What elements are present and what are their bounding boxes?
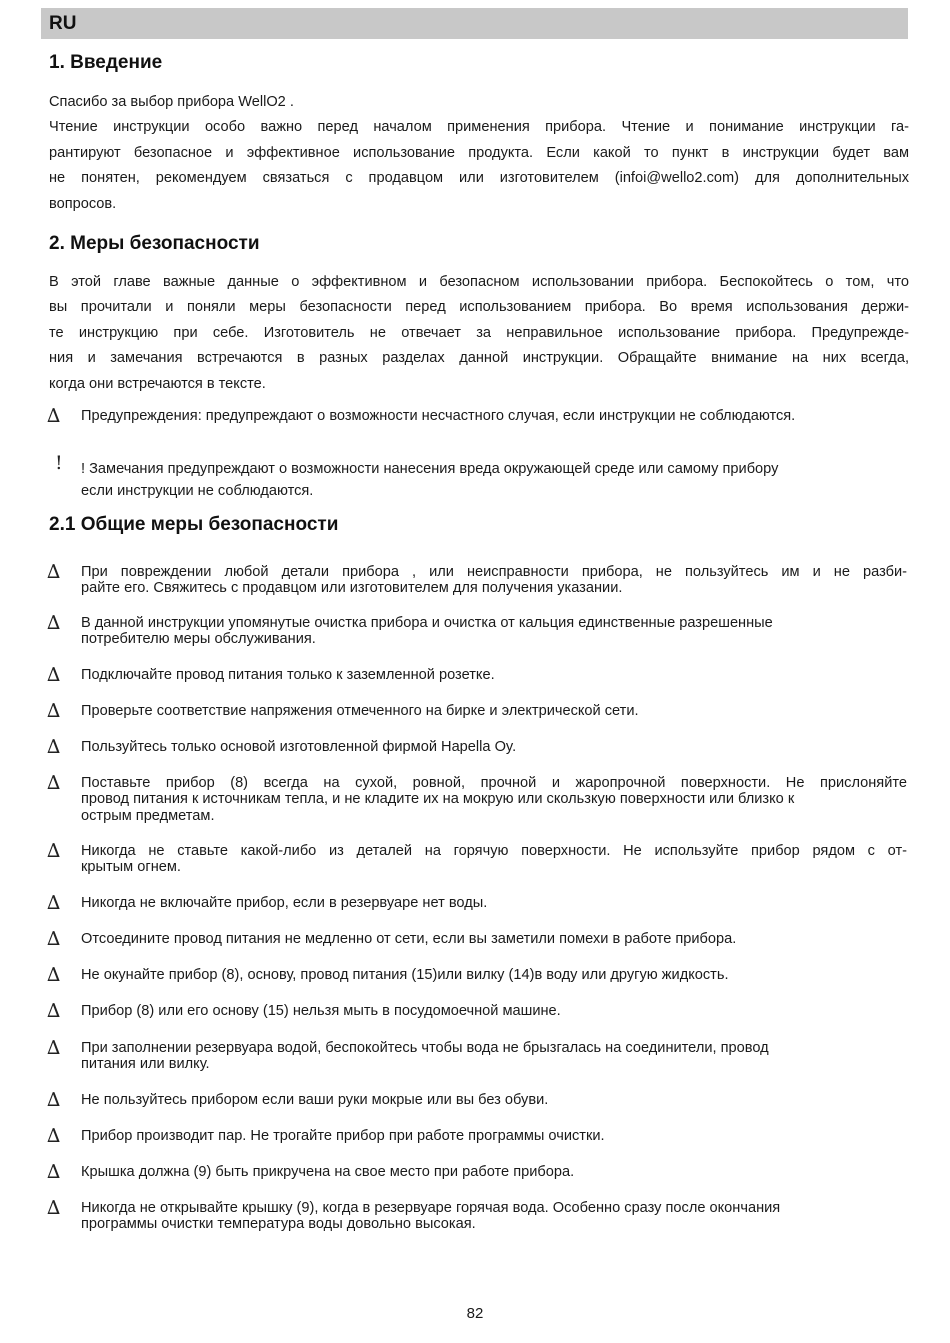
list-item-text bbox=[81, 1128, 907, 1144]
list-item-text bbox=[81, 1092, 907, 1108]
list-item-text bbox=[81, 775, 907, 824]
intro-line: Спасибо за выбор прибора WellO2 . bbox=[49, 94, 294, 110]
list-item-text bbox=[81, 667, 907, 683]
safety-line: вы прочитали и поняли меры безопасности перед использованием прибора. Во время использования держи- bbox=[49, 299, 909, 316]
list-item-line: райте его. Свяжитесь с продавцом или изготовителем для получения указании. bbox=[81, 580, 623, 597]
section-title-introduction: 1. Введение bbox=[49, 52, 163, 73]
language-header-bar bbox=[41, 8, 908, 39]
intro-line: не понятен, рекомендуем связаться с продавцом или изготовителем (infoi@wello2.com) для дополнительных bbox=[49, 170, 909, 187]
warning-triangle-icon: ∆ bbox=[47, 1161, 61, 1183]
intro-line: рантируют безопасное и эффективное использование продукта. Если какой то пункт в инструкции будет вам bbox=[49, 144, 909, 161]
list-item-line: Отсоедините провод питания не медленно от сети, если вы заметили помехи в работе прибора. bbox=[81, 931, 737, 947]
list-item-text bbox=[81, 1003, 907, 1019]
list-item-line: Прибор производит пар. Не трогайте прибор при работе программы очистки. bbox=[81, 1128, 605, 1144]
section-title-general-safety: 2.1 Общие меры безопасности bbox=[49, 514, 339, 535]
notice-line: Предупреждения: предупреждают о возможности несчастного случая, если инструкции не соблюдаются. bbox=[81, 408, 796, 424]
list-item-line: программы очистки температура воды довольно высокая. bbox=[81, 1216, 476, 1233]
list-item-line: При заполнении резервуара водой, беспокойтесь чтобы вода не брызгалась на соединители, провод bbox=[81, 1040, 769, 1056]
list-item-line: питания или вилку. bbox=[81, 1056, 210, 1073]
exclamation-icon: ! bbox=[55, 452, 63, 474]
language-code: RU bbox=[49, 13, 77, 34]
list-item-line: Подключайте провод питания только к заземленной розетке. bbox=[81, 667, 495, 683]
list-item-line: Никогда не открывайте крышку (9), когда в резервуаре горячая вода. Особенно сразу после окончания bbox=[81, 1200, 781, 1216]
warning-triangle-icon: ∆ bbox=[47, 612, 61, 634]
list-item-text bbox=[81, 1040, 907, 1073]
list-item-text bbox=[81, 739, 907, 755]
list-item-line: провод питания к источникам тепла, и не кладите их на мокрую или скользкую поверхности или близко к bbox=[81, 791, 795, 808]
section-title-safety: 2. Меры безопасности bbox=[49, 233, 260, 254]
list-item-text bbox=[81, 703, 907, 719]
list-item-text bbox=[81, 1200, 907, 1233]
list-item-line: Не пользуйтесь прибором если ваши руки мокрые или вы без обуви. bbox=[81, 1092, 549, 1108]
warning-triangle-icon: ∆ bbox=[47, 840, 61, 862]
list-item-text bbox=[81, 1164, 907, 1180]
warning-triangle-icon: ∆ bbox=[47, 772, 61, 794]
list-item-line: острым предметам. bbox=[81, 807, 215, 824]
warning-triangle-icon: ∆ bbox=[47, 664, 61, 686]
notice-line: ! Замечания предупреждают о возможности нанесения вреда окружающей среде или самому прибору bbox=[81, 461, 779, 477]
list-item-text bbox=[81, 564, 907, 597]
warning-triangle-icon: ∆ bbox=[47, 405, 61, 427]
list-item-line: Крышка должна (9) быть прикручена на свое место при работе прибора. bbox=[81, 1164, 575, 1180]
list-item-line: потребителю меры обслуживания. bbox=[81, 631, 316, 648]
intro-paragraph bbox=[49, 90, 909, 217]
safety-line: те инструкцию при себе. Изготовитель не отвечает за неправильное использование прибора. Предупрежде- bbox=[49, 324, 909, 341]
list-item-text bbox=[81, 931, 907, 947]
list-item-line: При повреждении любой детали прибора , или неисправности прибора, не пользуйтесь им и не разби- bbox=[81, 564, 907, 580]
list-item-line: Никогда не включайте прибор, если в резервуаре нет воды. bbox=[81, 895, 488, 911]
warning-triangle-icon: ∆ bbox=[47, 1197, 61, 1219]
list-item-text bbox=[81, 615, 907, 648]
list-item-line: В данной инструкции упомянутые очистка прибора и очистка от кальция единственные разрешенные bbox=[81, 615, 773, 631]
safety-line: ния и замечания встречаются в разных разделах данной инструкции. Обращайте внимание на них всегда, bbox=[49, 350, 909, 367]
warning-triangle-icon: ∆ bbox=[47, 1000, 61, 1022]
warning-triangle-icon: ∆ bbox=[47, 964, 61, 986]
list-item-line: Проверьте соответствие напряжения отмеченного на бирке и электрической сети. bbox=[81, 703, 639, 719]
list-item-line: Пользуйтесь только основой изготовленной фирмой Hapella Oy. bbox=[81, 739, 517, 755]
warning-triangle-icon: ∆ bbox=[47, 700, 61, 722]
list-item-text bbox=[81, 843, 907, 876]
warning-triangle-icon: ∆ bbox=[47, 1089, 61, 1111]
warning-triangle-icon: ∆ bbox=[47, 928, 61, 950]
notice-text bbox=[81, 458, 907, 502]
list-item-line: Не окунайте прибор (8), основу, провод питания (15)или вилку (14)в воду или другую жидкость. bbox=[81, 967, 729, 983]
warning-triangle-icon: ∆ bbox=[47, 736, 61, 758]
list-item-line: Поставьте прибор (8) всегда на сухой, ровной, прочной и жаропрочной поверхности. Не прислоняйте bbox=[81, 775, 907, 791]
warning-triangle-icon: ∆ bbox=[47, 1037, 61, 1059]
warning-triangle-icon: ∆ bbox=[47, 1125, 61, 1147]
intro-line: вопросов. bbox=[49, 195, 117, 212]
safety-paragraph bbox=[49, 270, 909, 397]
warning-triangle-icon: ∆ bbox=[47, 561, 61, 583]
intro-line: Чтение инструкции особо важно перед началом применения прибора. Чтение и понимание инструкции га- bbox=[49, 119, 909, 136]
notice-text bbox=[81, 408, 907, 424]
safety-line: когда они встречаются в тексте. bbox=[49, 375, 266, 392]
list-item-line: Прибор (8) или его основу (15) нельзя мыть в посудомоечной машине. bbox=[81, 1003, 561, 1019]
notice-line: если инструкции не соблюдаются. bbox=[81, 483, 314, 499]
list-item-text bbox=[81, 967, 907, 983]
list-item-line: Никогда не ставьте какой-либо из деталей на горячую поверхности. Не используйте прибор рядом с от- bbox=[81, 843, 907, 859]
list-item-line: крытым огнем. bbox=[81, 859, 181, 876]
warning-triangle-icon: ∆ bbox=[47, 892, 61, 914]
safety-line: В этой главе важные данные о эффективном и безопасном использовании прибора. Беспокойтесь о том, что bbox=[49, 274, 909, 290]
list-item-text bbox=[81, 895, 907, 911]
page-number: 82 bbox=[466, 1305, 484, 1322]
